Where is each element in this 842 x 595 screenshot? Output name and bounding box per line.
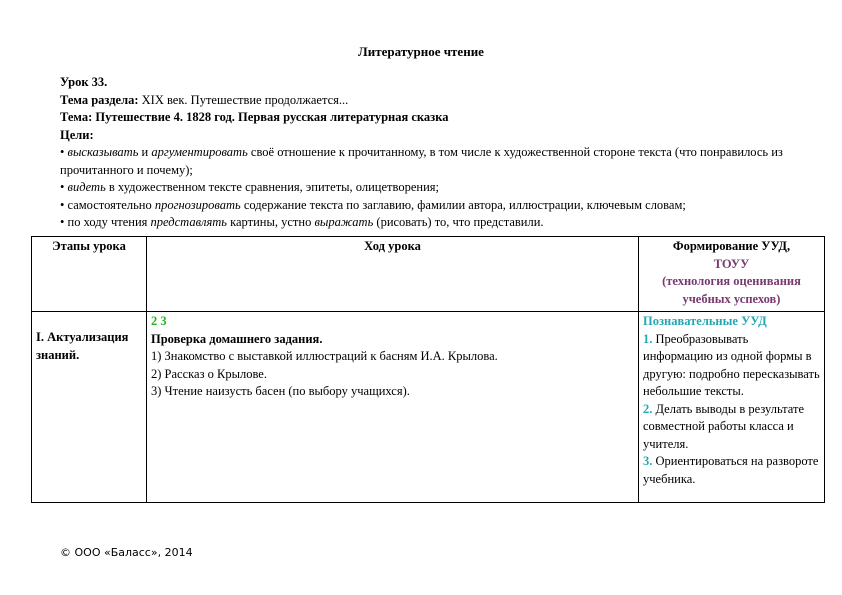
process-cell [147,312,639,503]
goal-item [60,144,800,179]
uud-text: Делать выводы в результате совместной работы класса и учителя. [643,401,805,451]
header-uud [639,237,825,312]
stage-name: I. Актуализация знаний. [36,330,129,362]
uud-number: 1. [643,331,653,346]
topic-line: Тема: Путешествие 4. 1828 год. Первая русская литературная сказка [60,110,449,124]
goal-text: (рисовать) то, что представили. [373,215,544,229]
uud-item [643,331,820,401]
goal-text: картины, устно [226,215,315,229]
goal-verb: аргументировать [151,145,248,159]
goal-item [60,179,800,197]
uud-title: Познавательные УУД [643,314,767,328]
header-uud-title: Формирование УУД, [672,239,791,253]
goals-label: Цели: [60,127,94,142]
header-touu-full: (технология оценивания учебных успехов) [662,274,801,306]
copyright-footer: © ООО «Баласс», 2014 [60,546,193,559]
check-title: Проверка домашнего задания. [151,331,323,346]
goal-text: по ходу чтения [67,215,151,229]
header-process: Ход урока [147,237,639,312]
table-header-row [32,237,825,312]
uud-cell [639,312,825,503]
uud-item [643,401,820,454]
section-line [60,92,800,110]
uud-text: Преобразовывать информацию из одной формы в другую: подробно пересказывать небольшие тексты. [643,331,820,398]
header-stages: Этапы урока [32,237,147,312]
goal-item [60,214,800,232]
lesson-number: Урок 33. [60,75,108,89]
goal-text: в художественном тексте сравнения, эпитеты, олицетворения; [105,180,439,194]
goal-text: содержание текста по заглавию, фамилии автора, иллюстрации, ключевым словам; [240,197,686,212]
uud-number: 2. [643,401,653,416]
goal-text: своё отношение к прочитанному, в том числе к художественной стороне текста (что понравилось из прочитанного и почему); [60,145,783,177]
goal-text: и [138,145,152,159]
goal-verb: видеть [67,180,106,194]
goal-verb: выражать [314,215,374,229]
goal-item [60,197,800,215]
lesson-plan-table [31,236,825,503]
uud-text: Ориентироваться на развороте учебника. [643,454,819,486]
uud-item [643,453,820,488]
process-item: 2) Рассказ о Крылове. [151,366,267,381]
section-label: Тема раздела: [60,92,139,107]
goal-verb: высказывать [67,145,139,159]
slide-numbers: 2 3 [151,314,167,328]
table-row [32,312,825,503]
stage-cell [32,312,147,503]
goal-text: самостоятельно [67,197,155,212]
goal-verb: представлять [150,215,227,229]
goal-verb: прогнозировать [154,197,241,212]
document-title: Литературное чтение [358,44,484,59]
header-touu: ТОУУ [713,256,750,271]
uud-number: 3. [643,454,653,468]
process-item: 1) Знакомство с выставкой иллюстраций к басням И.А. Крылова. [151,349,498,363]
section-value: XIX век. Путешествие продолжается... [141,92,349,107]
lesson-header [60,74,800,232]
process-item: 3) Чтение наизусть басен (по выбору учащихся). [151,384,410,398]
